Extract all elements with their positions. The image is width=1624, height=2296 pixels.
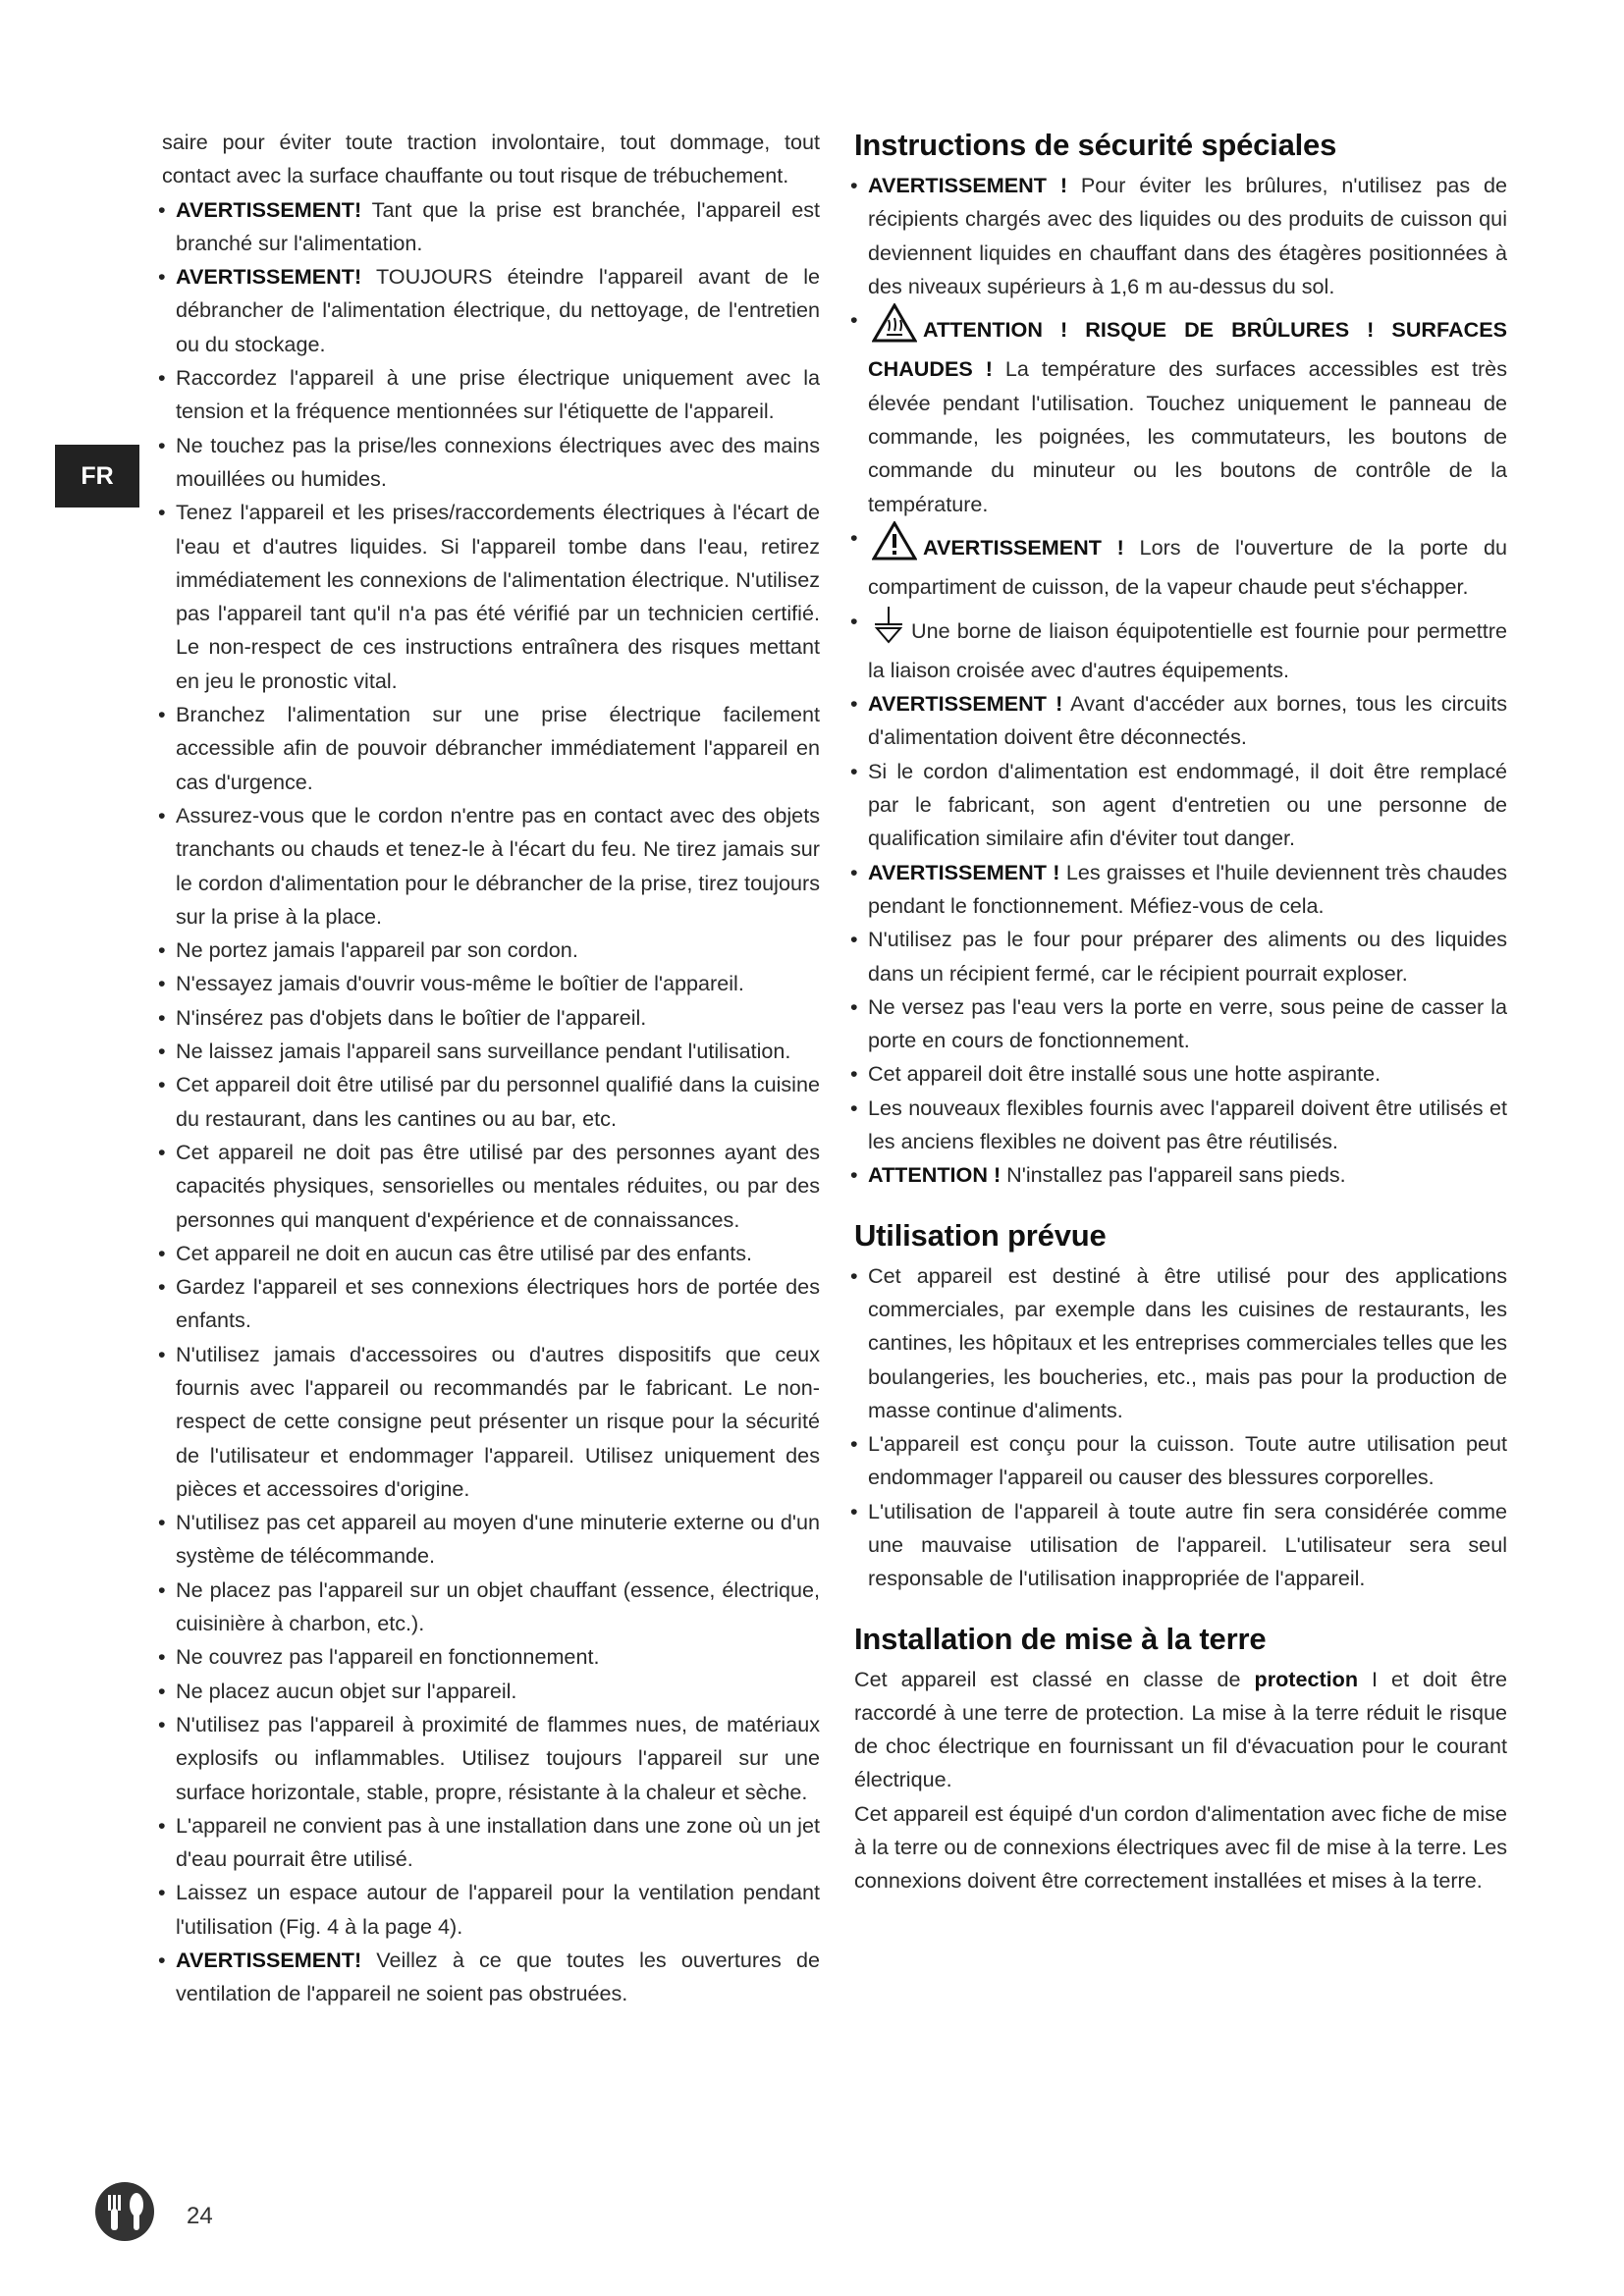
list-item: • AVERTISSEMENT ! Les graisses et l'huile deviennent très chaudes pendant le fonctionnement. Méfiez-vous de cela.: [854, 856, 1507, 924]
usage-heading: Utilisation prévue: [854, 1217, 1107, 1253]
kitchen-logo-icon: [94, 2181, 155, 2242]
list-item: • N'utilisez pas l'appareil à proximité de flammes nues, de matériaux explosifs ou inflammables. Utilisez toujours l'appareil sur une surface horizontale, stable, propre, résistante à la chaleur et sèche.: [162, 1708, 820, 1809]
warning-label: AVERTISSEMENT!: [176, 1948, 362, 1973]
list-item: • Laissez un espace autour de l'appareil pour la ventilation pendant l'utilisation (Fig. 4 à la page 4).: [162, 1876, 820, 1944]
list-item: • L'appareil ne convient pas à une installation dans une zone où un jet d'eau pourrait être utilisé.: [162, 1809, 820, 1877]
list-item: • AVERTISSEMENT ! Avant d'accéder aux bornes, tous les circuits d'alimentation doivent être déconnectés.: [854, 687, 1507, 755]
list-item: • AVERTISSEMENT! Veillez à ce que toutes les ouvertures de ventilation de l'appareil ne soient pas obstruées.: [162, 1944, 820, 2011]
list-item: • N'utilisez jamais d'accessoires ou d'autres dispositifs que ceux fournis avec l'appareil ou recommandés par le fabricant. Le non-respect de cette consigne peut présenter un risque pour la sécurité de l'utilisateur et endommager l'appareil. Utilisez uniquement des pièces et accessoires d'origine.: [162, 1338, 820, 1506]
warning-label: AVERTISSEMENT !: [923, 534, 1124, 560]
list-item: • Cet appareil doit être installé sous une hotte aspirante.: [854, 1057, 1507, 1091]
list-item: • Ne laissez jamais l'appareil sans surveillance pendant l'utilisation.: [162, 1035, 820, 1068]
warning-triangle-icon: [872, 521, 917, 570]
warning-label: AVERTISSEMENT !: [868, 691, 1063, 717]
right-column: [854, 126, 1507, 1898]
warning-label: ATTENTION ! RISQUE DE BRÛLURES ! SURFACES CHAUDES !: [868, 317, 1507, 382]
list-item: • Ne portez jamais l'appareil par son cordon.: [162, 934, 820, 967]
list-item: • Cet appareil ne doit pas être utilisé par des personnes ayant des capacités physiques, sensorielles ou mentales réduites, ou par des personnes qui manquent d'expérience et de connaissances.: [162, 1136, 820, 1237]
list-item: • Gardez l'appareil et ses connexions électriques hors de portée des enfants.: [162, 1270, 820, 1338]
list-item: • Les nouveaux flexibles fournis avec l'appareil doivent être utilisés et les anciens flexibles ne doivent pas être réutilisés.: [854, 1092, 1507, 1159]
language-tab: FR: [55, 445, 139, 507]
list-item: • Ne placez pas l'appareil sur un objet chauffant (essence, électrique, cuisinière à charbon, etc.).: [162, 1574, 820, 1641]
list-item: • Ne touchez pas la prise/les connexions électriques avec des mains mouillées ou humides.: [162, 429, 820, 497]
grounding-heading: Installation de mise à la terre: [854, 1621, 1267, 1656]
warning-label: AVERTISSEMENT !: [868, 859, 1060, 884]
list-item: • AVERTISSEMENT! TOUJOURS éteindre l'appareil avant de le débrancher de l'alimentation électrique, du nettoyage, de l'entretien ou du stockage.: [162, 260, 820, 361]
list-item: • Ne versez pas l'eau vers la porte en verre, sous peine de casser la porte en cours de fonctionnement.: [854, 990, 1507, 1058]
warning-label: AVERTISSEMENT!: [176, 196, 362, 222]
grounding-paragraph: Cet appareil est équipé d'un cordon d'alimentation avec fiche de mise à la terre ou de connexions électriques avec fil de mise à la terre. Les connexions doivent être correctement installées et mises à la terre.: [854, 1800, 1507, 1894]
warning-label: ATTENTION !: [868, 1162, 1001, 1188]
continued-paragraph: saire pour éviter toute traction involontaire, tout dommage, tout contact avec la surface chauffante ou tout risque de trébuchement.: [162, 130, 820, 188]
equipotential-icon: [872, 605, 905, 654]
list-item: • AVERTISSEMENT! Tant que la prise est branchée, l'appareil est branché sur l'alimentation.: [162, 193, 820, 261]
page-number: 24: [187, 2203, 213, 2229]
list-item: • Si le cordon d'alimentation est endommagé, il doit être remplacé par le fabricant, son agent d'entretien ou une personne de qualification similaire afin d'éviter tout danger.: [854, 755, 1507, 856]
list-item: • N'utilisez pas le four pour préparer des aliments ou des liquides dans un récipient fermé, car le récipient pourrait exploser.: [854, 923, 1507, 990]
warning-label: AVERTISSEMENT !: [868, 173, 1068, 197]
list-item: • Ne couvrez pas l'appareil en fonctionnement.: [162, 1640, 820, 1674]
hot-surface-icon: [872, 303, 917, 352]
list-item: • N'utilisez pas cet appareil au moyen d'une minuterie externe ou d'un système de télécommande.: [162, 1506, 820, 1574]
list-item: • ATTENTION ! N'installez pas l'appareil sans pieds.: [854, 1158, 1507, 1192]
list-item: • Tenez l'appareil et les prises/raccordements électriques à l'écart de l'eau et d'autres liquides. Si l'appareil tombe dans l'eau, retirez immédiatement les connexions de l'alimentation électrique. N'utilisez pas l'appareil tant qu'il n'a pas été vérifié par un technicien certifié. Le non-respect de ces instructions entraînera des risques mettant en jeu le pronostic vital.: [162, 496, 820, 698]
warning-label: AVERTISSEMENT!: [176, 264, 362, 290]
list-item: • L'appareil est conçu pour la cuisson. Toute autre utilisation peut endommager l'appareil ou causer des blessures corporelles.: [854, 1427, 1507, 1495]
list-item: • Branchez l'alimentation sur une prise électrique facilement accessible afin de pouvoir débrancher immédiatement l'appareil en cas d'urgence.: [162, 698, 820, 799]
list-item: • L'utilisation de l'appareil à toute autre fin sera considérée comme une mauvaise utilisation de l'appareil. L'utilisateur sera seul responsable de l'utilisation inappropriée de l'appareil.: [854, 1495, 1507, 1596]
list-item: • N'insérez pas d'objets dans le boîtier de l'appareil.: [162, 1001, 820, 1035]
list-item: • AVERTISSEMENT ! Pour éviter les brûlures, n'utilisez pas de récipients chargés avec des liquides ou des produits de cuisson qui deviennent liquides en chauffant dans des étagères positionnées à des niveaux supérieurs à 1,6 m au-dessus du sol.: [854, 169, 1507, 303]
list-item: • Cet appareil doit être utilisé par du personnel qualifié dans la cuisine du restaurant, dans les cantines ou au bar, etc.: [162, 1068, 820, 1136]
list-item: • Cet appareil ne doit en aucun cas être utilisé par des enfants.: [162, 1237, 820, 1270]
list-item: • AVERTISSEMENT ! Lors de l'ouverture de la porte du compartiment de cuisson, de la vapeur chaude peut s'échapper.: [854, 521, 1507, 605]
list-item: • ATTENTION ! RISQUE DE BRÛLURES ! SURFACES CHAUDES ! La température des surfaces accessibles est très élevée pendant l'utilisation. Touchez uniquement le panneau de commande, les poignées, les commutateurs, les boutons de commande du minuteur ou les boutons de contrôle de la température.: [854, 303, 1507, 521]
list-item: • N'essayez jamais d'ouvrir vous-même le boîtier de l'appareil.: [162, 967, 820, 1000]
left-column: [162, 126, 820, 2011]
list-item: • Cet appareil est destiné à être utilisé pour des applications commerciales, par exemple dans les cuisines de restaurants, les cantines, les hôpitaux et les entreprises commerciales telles que les boulangeries, les boucheries, etc., mais pas pour la production de masse continue d'aliments.: [854, 1259, 1507, 1427]
list-item: • Raccordez l'appareil à une prise électrique uniquement avec la tension et la fréquence mentionnées sur l'étiquette de l'appareil.: [162, 361, 820, 429]
list-item: • Ne placez aucun objet sur l'appareil.: [162, 1675, 820, 1708]
list-item: • Assurez-vous que le cordon n'entre pas en contact avec des objets tranchants ou chauds et tenez-le à l'écart du feu. Ne tirez jamais sur le cordon d'alimentation pour le débrancher de la prise, tirez toujours sur la prise à la place.: [162, 799, 820, 934]
list-item: • Une borne de liaison équipotentielle est fournie pour permettre la liaison croisée avec d'autres équipements.: [854, 605, 1507, 688]
grounding-paragraph: Cet appareil est classé en classe de protection I et doit être raccordé à une terre de protection. La mise à la terre réduit le risque de choc électrique en fournissant un fil d'évacuation pour le courant électrique.: [854, 1666, 1507, 1792]
safety-heading: Instructions de sécurité spéciales: [854, 128, 1337, 162]
